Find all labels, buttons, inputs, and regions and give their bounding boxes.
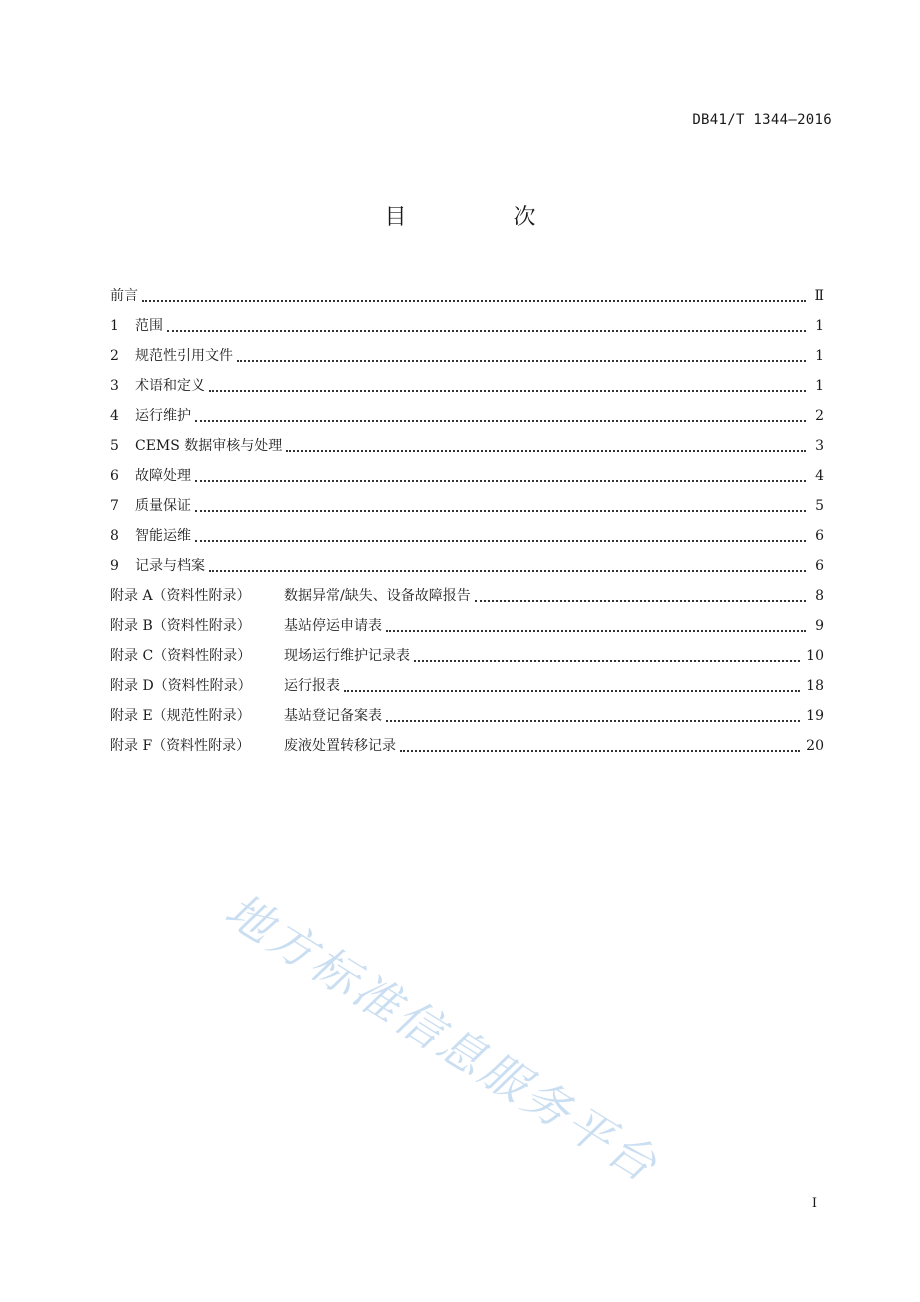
toc-entry-appendix-d[interactable] — [110, 666, 824, 696]
toc-entry-number: 附录 D（资料性附录） — [110, 678, 252, 694]
toc-entry-number: 7 — [110, 498, 119, 514]
toc-leader-dots — [167, 316, 806, 332]
toc-leader-dots — [414, 646, 800, 662]
toc-entry-number: 3 — [110, 378, 119, 394]
toc-entry-2[interactable] — [110, 336, 824, 366]
toc-leader-dots — [209, 556, 806, 572]
toc-entry-label: 前言 — [110, 288, 138, 304]
toc-entry-appendix-a[interactable] — [110, 576, 824, 606]
toc-leader-dots — [386, 616, 806, 632]
toc-entry-page: 1 — [815, 318, 824, 334]
watermark-text: 地方标准信息服务平台 — [216, 882, 669, 1194]
toc-entry-label: 智能运维 — [135, 528, 191, 544]
toc-entry-appendix-f[interactable] — [110, 726, 824, 756]
toc-leader-dots — [209, 376, 806, 392]
toc-entry-label: 运行维护 — [135, 408, 191, 424]
toc-entry-page: 20 — [806, 738, 824, 754]
toc-entry-page: 1 — [815, 378, 824, 394]
toc-entry-8[interactable] — [110, 516, 824, 546]
toc-entry-page: 5 — [815, 498, 824, 514]
toc-entry-7[interactable] — [110, 486, 824, 516]
toc-entry-label: 运行报表 — [284, 678, 340, 694]
toc-entry-page: 18 — [806, 678, 824, 694]
toc-leader-dots — [195, 406, 806, 422]
toc-entry-number: 附录 A（资料性附录） — [110, 588, 251, 604]
toc-entry-number: 4 — [110, 408, 119, 424]
toc-entry-page: Ⅱ — [814, 288, 824, 304]
toc-entry-page: 3 — [815, 438, 824, 454]
toc-entry-appendix-e[interactable] — [110, 696, 824, 726]
toc-entry-label: 质量保证 — [135, 498, 191, 514]
toc-entry-label: CEMS 数据审核与处理 — [135, 438, 283, 454]
toc-entry-label: 故障处理 — [135, 468, 191, 484]
toc-entry-page: 10 — [806, 648, 824, 664]
toc-entry-label: 现场运行维护记录表 — [284, 648, 410, 664]
toc-entry-number: 6 — [110, 468, 119, 484]
toc-entry-label: 废液处置转移记录 — [284, 738, 396, 754]
toc-entry-page: 8 — [815, 588, 824, 604]
toc-entry-page: 9 — [815, 618, 824, 634]
toc-entry-label: 数据异常/缺失、设备故障报告 — [284, 588, 471, 604]
page-number: I — [811, 1196, 817, 1211]
toc-entry-label: 范围 — [135, 318, 163, 334]
toc-leader-dots — [475, 586, 806, 602]
toc-leader-dots — [386, 706, 800, 722]
toc-entry-page: 2 — [815, 408, 824, 424]
toc-entry-page: 6 — [815, 528, 824, 544]
document-code: DB41/T 1344—2016 — [692, 112, 832, 128]
toc-entry-page: 4 — [815, 468, 824, 484]
toc-entry-3[interactable] — [110, 366, 824, 396]
toc-entry-number: 附录 B（资料性附录） — [110, 618, 251, 634]
toc-leader-dots — [195, 526, 806, 542]
toc-leader-dots — [400, 736, 800, 752]
toc-leader-dots — [344, 676, 800, 692]
toc-entry-number: 9 — [110, 558, 119, 574]
toc-entry-number: 8 — [110, 528, 119, 544]
toc-entry-5[interactable] — [110, 426, 824, 456]
toc-entry-label: 术语和定义 — [135, 378, 205, 394]
toc-entry-number: 附录 C（资料性附录） — [110, 648, 252, 664]
toc-entry-number: 2 — [110, 348, 119, 364]
toc-entry-4[interactable] — [110, 396, 824, 426]
toc-entry-label: 规范性引用文件 — [135, 348, 233, 364]
toc-leader-dots — [142, 286, 806, 302]
toc-entry-number: 5 — [110, 438, 119, 454]
toc-title: 目 次 — [384, 205, 586, 230]
toc-entry-number: 1 — [110, 318, 119, 334]
toc-entry-number: 附录 E（规范性附录） — [110, 708, 251, 724]
toc-entry-foreword[interactable] — [110, 276, 824, 306]
toc-entry-page: 1 — [815, 348, 824, 364]
toc-entry-9[interactable] — [110, 546, 824, 576]
toc-entry-1[interactable] — [110, 306, 824, 336]
toc-entry-label: 基站停运申请表 — [284, 618, 382, 634]
toc-entry-appendix-b[interactable] — [110, 606, 824, 636]
toc-entry-appendix-c[interactable] — [110, 636, 824, 666]
toc-leader-dots — [237, 346, 806, 362]
toc-entry-page: 6 — [815, 558, 824, 574]
toc-leader-dots — [195, 496, 806, 512]
toc-entry-6[interactable] — [110, 456, 824, 486]
toc-entry-label: 基站登记备案表 — [284, 708, 382, 724]
toc-leader-dots — [195, 466, 806, 482]
toc-leader-dots — [286, 436, 806, 452]
toc-entry-page: 19 — [806, 708, 824, 724]
toc-entry-number: 附录 F（资料性附录） — [110, 738, 251, 754]
toc-list — [110, 276, 824, 756]
toc-entry-label: 记录与档案 — [135, 558, 205, 574]
